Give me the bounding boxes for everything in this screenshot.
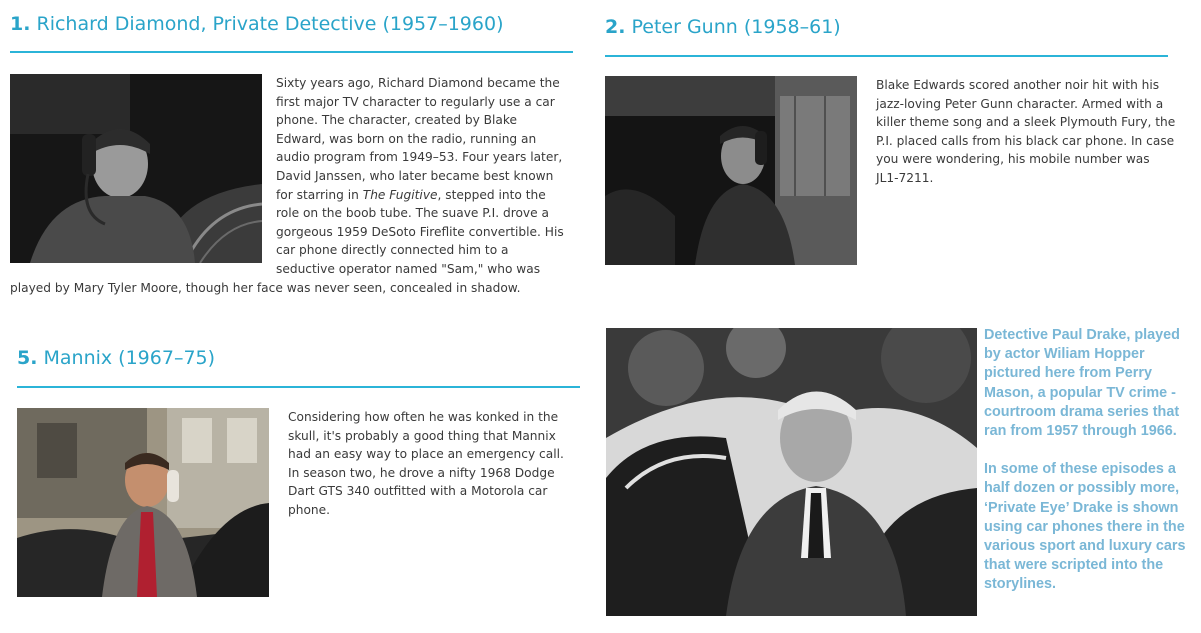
section-1-body — [10, 74, 567, 297]
mannix-photo — [17, 408, 269, 597]
section-1-number: 1. — [10, 13, 31, 35]
section-1-heading — [10, 12, 503, 36]
peter-gunn-photo — [605, 76, 857, 265]
section-1-text-part2: , stepped into the role on the boob tube. The suave P.I. drove a gorgeous 1959 DeSoto Fireflite convertible. His car phone directly connected him to a seductive operator named "Sam," who was played by Mary Tyler Moore, though her face was never seen, concealed in shadow. — [10, 187, 564, 295]
section-1-divider — [10, 51, 573, 53]
section-5-number: 5. — [17, 347, 38, 369]
section-1-float-spacer — [10, 74, 276, 270]
section-5-body: Considering how often he was konked in the skull, it's probably a good thing that Mannix had an easy way to place an emergency call. In season two, he drove a nifty 1968 Dodge Dart GTS 340 outfitted with a Motorola car phone. — [288, 410, 564, 517]
section-5-title: Mannix (1967–75) — [43, 347, 216, 369]
paul-drake-caption-paragraph-2: In some of these episodes a half dozen or possibly more, ‘Private Eye’ Drake is shown using car phones there in the various sport and luxury cars that were scripted into the storylines. — [984, 461, 1186, 593]
paul-drake-caption-paragraph-1: Detective Paul Drake, played by actor Wiliam Hopper pictured here from Perry Mason, a popular TV crime - courtroom drama series that ran from 1957 through 1966. — [984, 327, 1180, 440]
section-5-divider — [17, 386, 580, 388]
section-2-number: 2. — [605, 16, 626, 38]
section-2-divider — [605, 55, 1168, 57]
section-2-title: Peter Gunn (1958–61) — [631, 16, 841, 38]
paul-drake-caption — [984, 326, 1198, 595]
section-2-heading — [605, 15, 841, 39]
paul-drake-photo — [606, 328, 977, 616]
section-5-heading — [17, 346, 215, 370]
section-1-title: Richard Diamond, Private Detective (1957–1960) — [36, 13, 504, 35]
section-1-text-part1: Sixty years ago, Richard Diamond became the first major TV character to regularly use a car phone. The character, created by Blake Edward, was born on the radio, running an audio program from 1949–53. Four years later, David Janssen, who later became best known for starring in — [276, 76, 563, 202]
section-1-text-italic: The Fugitive — [362, 187, 438, 202]
section-2-body: Blake Edwards scored another noir hit with his jazz-loving Peter Gunn character. Armed with a killer theme song and a sleek Plymouth Fury, the P.I. placed calls from his black car phone. In case you were wondering, his mobile number was JL1-7211. — [876, 78, 1176, 185]
